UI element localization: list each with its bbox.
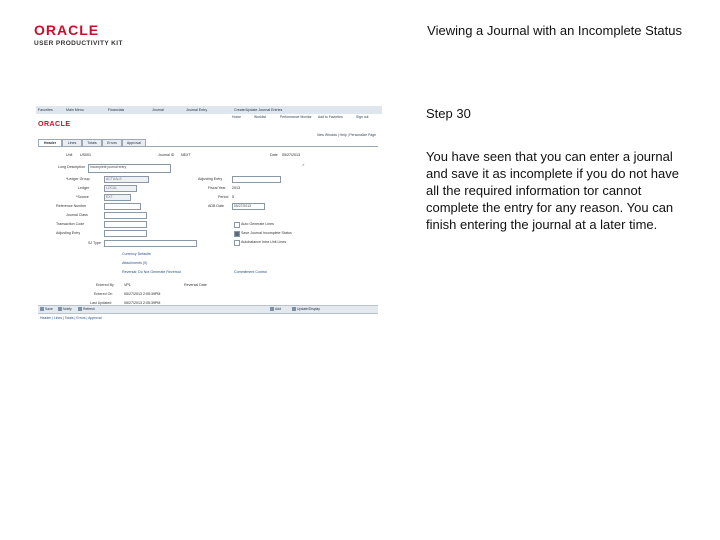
- action-toolbar: [38, 305, 378, 314]
- adjusting-entry-select[interactable]: [232, 176, 281, 183]
- unit-label: Unit: [66, 153, 73, 157]
- menu-bar: [36, 106, 382, 114]
- universal-nav: [36, 114, 382, 120]
- tab-approval[interactable]: Approval: [122, 139, 146, 146]
- transaction-code-label: Transaction Code: [56, 222, 85, 226]
- source-field[interactable]: EXT: [104, 194, 131, 201]
- nav-item[interactable]: Journal Entry: [186, 108, 208, 112]
- nav2-item[interactable]: Add to Favorites: [318, 115, 343, 119]
- oracle-upk-logo: [34, 23, 126, 49]
- date-value: 05/27/2013: [282, 153, 300, 157]
- ledger-group-label: *Ledger Group: [66, 177, 90, 181]
- reversal-link[interactable]: Reversal: Do Not Generate Reversal: [122, 270, 181, 274]
- adjusting-entry-label: Adjusting Entry: [198, 177, 223, 181]
- auto-generate-lines-checkbox[interactable]: [234, 222, 240, 228]
- notify-icon: [58, 307, 62, 311]
- tab-lines[interactable]: Lines: [62, 139, 82, 146]
- adb-date-field[interactable]: 05/27/2013: [232, 203, 265, 210]
- period-value: 5: [232, 195, 234, 199]
- reference-number-field[interactable]: [104, 203, 141, 210]
- entered-on-label: Entered On: [94, 292, 113, 296]
- last-updated-label: Last Updated: [90, 301, 112, 305]
- ledger-field[interactable]: LOCAL: [104, 185, 137, 192]
- tab-totals[interactable]: Totals: [82, 139, 102, 146]
- nav-item[interactable]: Create/Update Journal Entries: [234, 108, 283, 112]
- step-description: You have seen that you can enter a journal and save it as incomplete if you do not have all the required information tor cannot complete the entry for any reason. You can finish entering the journal at a later time.: [426, 149, 679, 232]
- last-updated-value: 05/27/2013 2:05:39PM: [124, 301, 161, 305]
- nav-item[interactable]: Journal: [152, 108, 164, 112]
- nav2-item[interactable]: Sign out: [356, 115, 369, 119]
- journal-class-label: Journal Class: [66, 213, 88, 217]
- page-title: Viewing a Journal with an Incomplete Status: [427, 23, 682, 38]
- autobalance-label: Autobalance Intra Unit Lines: [241, 240, 287, 244]
- long-description-label: Long Description: [58, 165, 85, 169]
- page-links[interactable]: New Window | Help | Personalize Page: [317, 133, 376, 137]
- currency-defaults-link[interactable]: Currency Defaults: [122, 252, 151, 256]
- tab-errors[interactable]: Errors: [102, 139, 122, 146]
- notify-button[interactable]: Notify: [58, 307, 72, 312]
- fiscal-year-label: Fiscal Year: [208, 186, 226, 190]
- spellcheck-icon[interactable]: ✓: [302, 163, 306, 167]
- save-button[interactable]: Save: [40, 307, 53, 312]
- nav-item[interactable]: Favorites: [38, 108, 53, 112]
- attachments-link[interactable]: Attachments (0): [122, 261, 148, 265]
- footer-links[interactable]: Header | Lines | Totals | Errors | Approval: [40, 316, 102, 320]
- nav2-item[interactable]: Home: [232, 115, 242, 119]
- entered-by-label: Entered By: [96, 283, 114, 287]
- logo-word: ORACLE: [34, 22, 100, 38]
- reference-number-label: Reference Number: [56, 204, 87, 208]
- ledger-group-field[interactable]: ACTUALS: [104, 176, 149, 183]
- nav-item[interactable]: Main Menu: [66, 108, 84, 112]
- adjusting-label: Adjusting Entry: [56, 231, 81, 235]
- update-icon: [292, 307, 296, 311]
- tab-header[interactable]: Header: [38, 139, 62, 146]
- long-description-field[interactable]: Incomplete journal entry: [88, 164, 171, 173]
- step-number: Step 30: [426, 106, 471, 121]
- fiscal-year-value: 2013: [232, 186, 240, 190]
- add-icon: [270, 307, 274, 311]
- sj-type-label: SJ Type: [88, 241, 101, 245]
- transaction-code-field[interactable]: [104, 221, 147, 228]
- app-brand: ORACLE: [38, 121, 71, 128]
- source-label: *Source: [76, 195, 89, 199]
- journal-id-value: NEXT: [181, 153, 191, 157]
- application-screenshot: [36, 106, 382, 328]
- autobalance-checkbox[interactable]: [234, 240, 240, 246]
- unit-value: US001: [80, 153, 91, 157]
- adjusting-field[interactable]: [104, 230, 147, 237]
- journal-class-field[interactable]: [104, 212, 147, 219]
- save-incomplete-checkbox[interactable]: [234, 231, 240, 237]
- journal-id-label: Journal ID: [158, 153, 175, 157]
- ledger-label: Ledger: [78, 186, 90, 190]
- commitment-control-link[interactable]: Commitment Control: [234, 270, 267, 274]
- reversal-date-label: Reversal Date: [184, 283, 207, 287]
- add-button[interactable]: Add: [270, 307, 281, 312]
- nav2-item[interactable]: Worklist: [254, 115, 266, 119]
- refresh-icon: [78, 307, 82, 311]
- save-incomplete-label: Save Journal Incomplete Status: [241, 231, 292, 235]
- sj-type-select[interactable]: [104, 240, 197, 247]
- nav2-item[interactable]: Performance Monitor: [280, 115, 312, 119]
- refresh-button[interactable]: Refresh: [78, 307, 95, 312]
- nav-item[interactable]: Financials: [108, 108, 125, 112]
- logo-subtitle: USER PRODUCTIVITY KIT: [34, 40, 123, 47]
- auto-generate-lines-label: Auto Generate Lines: [241, 222, 274, 226]
- date-label: Date: [270, 153, 278, 157]
- entered-on-value: 05/27/2013 2:05:39PM: [124, 292, 161, 296]
- entered-by-value: VP1: [124, 283, 131, 287]
- tab-divider: [38, 146, 378, 147]
- period-label: Period: [218, 195, 229, 199]
- adb-date-label: ADB Date: [208, 204, 224, 208]
- save-icon: [40, 307, 44, 311]
- update-display-button[interactable]: Update/Display: [292, 307, 320, 312]
